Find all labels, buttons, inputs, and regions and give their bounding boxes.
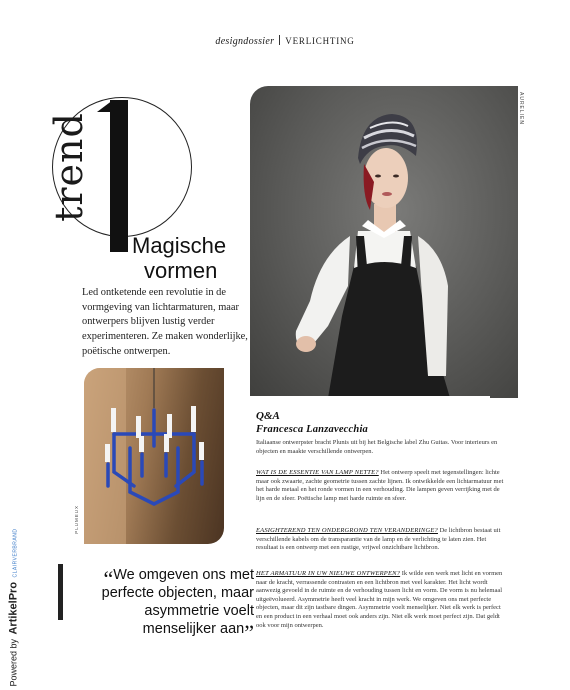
powered-by-prefix: Powered by [8, 638, 19, 687]
qa-question-2: EASIGHTEREND TEN ONDERGROND TEN VERANDERINGE? [256, 527, 438, 534]
qa-block-3 [256, 570, 506, 630]
header-divider [279, 35, 280, 45]
qa-intro: Italiaanse ontwerpster bracht Plunis uit bij het Belgische label Zhu Guitas. Voor interieurs en objecten en maakte verschillende ontwerpen. [256, 439, 498, 455]
section-label: designdossier [215, 36, 275, 47]
quote-accent-bar [58, 564, 63, 620]
qa-block-2 [256, 527, 506, 553]
qa-name: Francesca Lanzavecchia [256, 424, 369, 435]
photo-credit-lamp: PLUMEUX [74, 505, 79, 534]
category-label: VERLICHTING [285, 36, 355, 46]
lamp-photo [84, 368, 224, 544]
page-header [0, 35, 570, 47]
qa-answer-3: Ik wilde een werk met licht en vormen naar de kracht, verrassende contrasten en een lichtbron met veel karakter. Het licht wordt aanwezig gevoeld in de ruimte en de verhouding tussen licht en vorm. De vorm is nu helemaal uitgeëvolueerd. Asymmetrie heeft veel kracht in mijn werk. We omgeven ons met perfecte objecten, maar dit zijn tastbare dingen. Asymmetrie voelt menselijker. Niet elk werk is perfect en een product in een verhaal moet ook anders zijn. Niet elk werk moet perfect zijn. Dat geldt ook voor mijn ontwerpen. [256, 570, 503, 629]
quote-open-mark: “ [103, 566, 114, 591]
trend-number [110, 100, 128, 252]
powered-by-sub: CLAIRVERBRAND [12, 528, 19, 578]
quote-text: We omgeven ons met perfecte objecten, maar asymmetrie voelt menselijker aan [101, 567, 254, 637]
chandelier-illustration [84, 368, 224, 544]
powered-by-brand: ArtikelPro [7, 581, 20, 635]
pull-quote [84, 566, 254, 645]
portrait-photo [250, 86, 518, 398]
intro-text: Led ontketende een revolutie in de vormgeving van lichtarmaturen, maar ontwerpers blijven lustig verder experimenteren. Ze maken wonderlijke, poëtische ontwerpen. [82, 287, 248, 357]
portrait-illustration [250, 86, 518, 398]
title-line-2: vormen [144, 258, 218, 283]
qa-question-3: HET ARMATUUR IN UW NIEUWE ONTWERPEN? [256, 570, 401, 577]
trend-word-text: trend [47, 112, 91, 222]
qa-question-1: WAT IS DE ESSENTIE VAN LAMP NETTE? [256, 469, 379, 476]
powered-by-badge [0, 505, 22, 690]
qa-answer-1: Het ontwerp speelt met tegenstellingen: lichte maar ook zwaarte, zachte geometrie tussen zachte lijnen. Ik ontwikkelde een lichtarmatuur met het harde metaal en het ronde vormen in een verhouding. Die lampen geven verrijking met de lijn en de sfeer. Poëtische lamp met harde ruimte en sfeer. [256, 469, 504, 502]
qa-label: Q&A [256, 410, 280, 422]
title-line-1: Magische [132, 233, 227, 258]
trend-word [47, 105, 91, 225]
qa-answer-2: De lichtbron bestaat uit verschillende kabels om de transparantie van de lamp en de verlichting te laten zien. Het resultaat is een ontwerp met een rustige, vrijwel onzichtbare lichtbron. [256, 527, 501, 552]
qa-block-1 [256, 469, 506, 503]
quote-close-mark: ” [244, 620, 254, 645]
article-title [132, 233, 226, 283]
photo-credit-main: AURELIEN [518, 92, 524, 126]
